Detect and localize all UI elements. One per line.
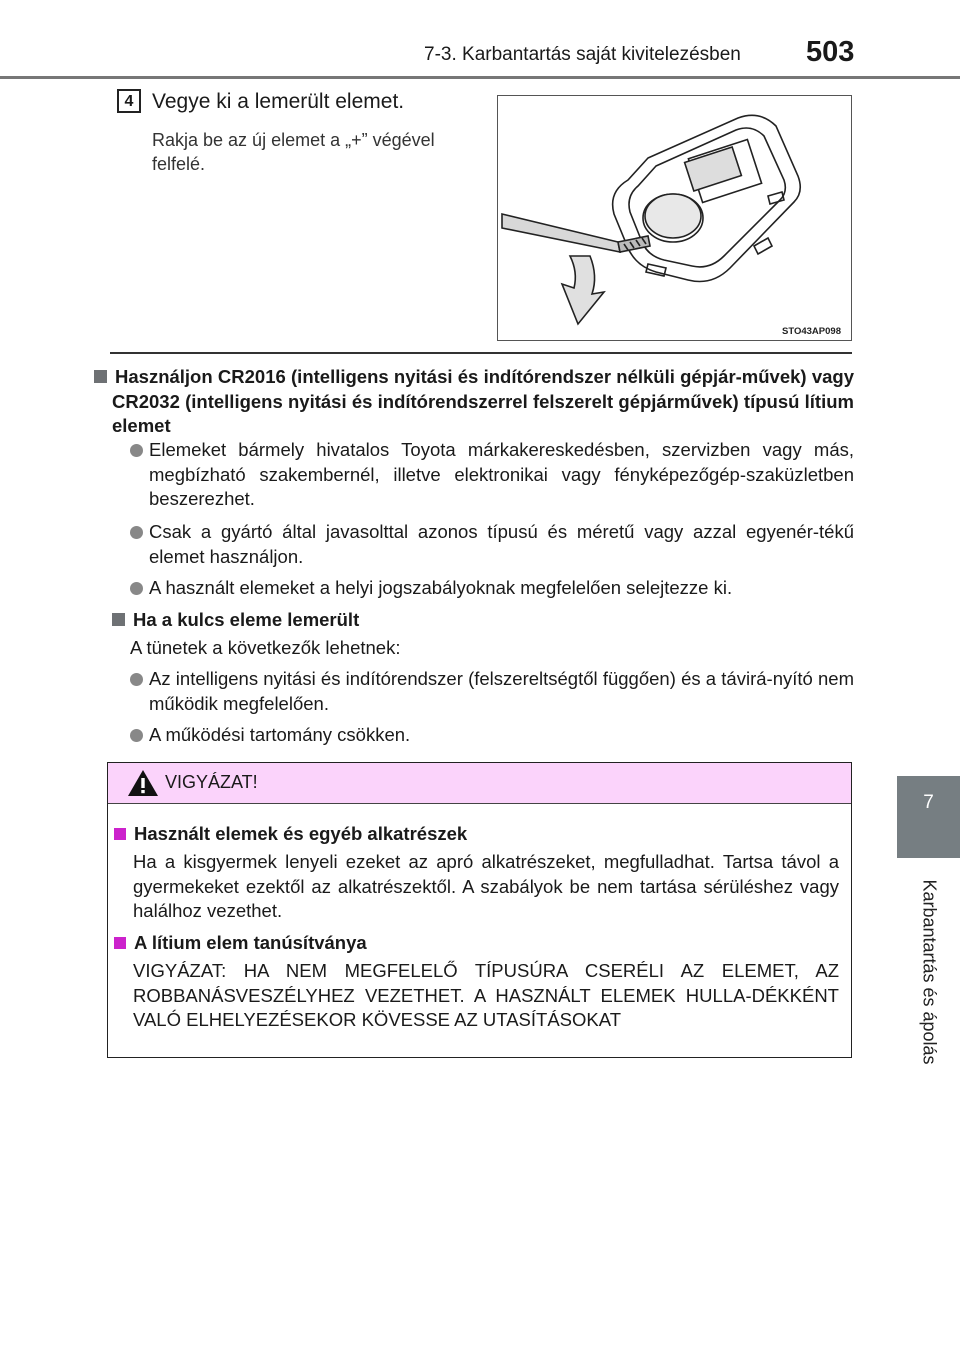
header-divider [0, 76, 960, 79]
section-divider [110, 352, 852, 354]
chapter-number: 7 [923, 792, 934, 813]
step-instruction: Rakja be az új elemet a „+” végével felfelé. [152, 130, 435, 174]
caution-item-heading: Használt elemek és egyéb alkatrészek [114, 822, 467, 847]
chapter-tab [897, 776, 960, 858]
round-bullet-icon [130, 729, 143, 742]
note-intro: A tünetek a következők lehetnek: [130, 637, 401, 658]
caution-item-body: Ha a kisgyermek lenyeli ezeket az apró alkatrészeket, megfulladhat. Tartsa távol a gyermekeket ezektől az alkatrészektől. A szabályok be nem tartása sérüléshez vagy halálhoz vezethet. [133, 851, 839, 921]
list-item: Az intelligens nyitási és indítórendszer (felszereltségtől függően) és a távirá-nyító nem működik megfelelően. [130, 667, 854, 716]
round-bullet-icon [130, 526, 143, 539]
round-bullet-icon [130, 673, 143, 686]
square-bullet-icon [112, 613, 125, 626]
image-code: STO43AP098 [782, 326, 841, 337]
list-item: Csak a gyártó által javasolttal azonos típusú és méretű vagy azzal egyenér-tékű elemet használjon. [130, 520, 854, 569]
round-bullet-icon [130, 444, 143, 457]
square-bullet-icon [114, 828, 126, 840]
page-number: 503 [806, 36, 855, 68]
list-item: A működési tartomány csökken. [130, 723, 854, 748]
caution-item-heading: A lítium elem tanúsítványa [114, 931, 367, 956]
caution-title: VIGYÁZAT! [165, 772, 258, 792]
warning-triangle-icon [126, 768, 160, 803]
chapter-label: Karbantartás és ápolás [919, 879, 940, 1065]
step-heading: Vegye ki a lemerült elemet. [152, 90, 405, 113]
list-item: A használt elemeket a helyi jogszabályoknak megfelelően selejtezze ki. [130, 576, 854, 601]
section-title: 7-3. Karbantartás saját kivitelezésben [424, 44, 741, 65]
key-fob-drawing [498, 96, 850, 339]
square-bullet-icon [94, 370, 107, 383]
step-number-badge: 4 [117, 89, 141, 113]
key-battery-illustration [497, 95, 852, 341]
square-bullet-icon [114, 937, 126, 949]
note-heading-key-battery: Ha a kulcs eleme lemerült [112, 608, 359, 633]
note-heading-battery-type: Használjon CR2016 (intelligens nyitási és indítórendszer nélküli gépjár-művek) vagy CR2032 (intelligens nyitási és indítórendszerrel felszerelt gépjárművek) típusú lítium elemet [112, 365, 854, 439]
round-bullet-icon [130, 582, 143, 595]
caution-item-body: VIGYÁZAT: HA NEM MEGFELELŐ TÍPUSÚRA CSERÉLI AZ ELEMET, AZ ROBBANÁSVESZÉLYHEZ VEZETHET. A HASZNÁLT ELEMEK HULLA-DÉKKÉNT VALÓ ELHELYEZÉSEKOR KÖVESSE AZ UTASÍTÁSOKAT [133, 960, 839, 1030]
list-item: Elemeket bármely hivatalos Toyota márkakereskedésben, szervizben vagy más, megbízható szakembernél, illetve elektronikai vagy fényképezőgép-szaküzletben beszerezhet. [130, 438, 854, 512]
